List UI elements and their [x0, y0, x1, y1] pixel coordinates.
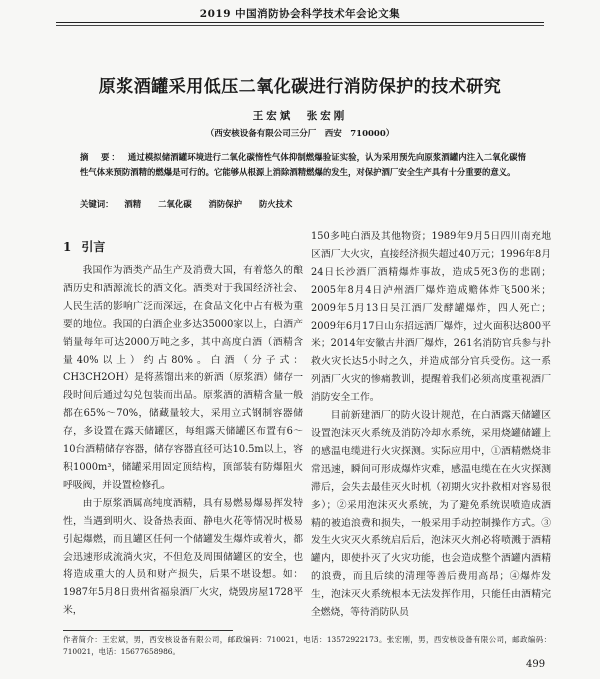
keyword: 酒精: [124, 199, 142, 209]
keyword: 二氧化碳: [158, 199, 192, 209]
section-number: 1: [63, 240, 72, 254]
abstract: [80, 150, 526, 180]
paper-authors: 王宏斌 张宏刚: [252, 110, 348, 122]
body-paragraph: 我国作为酒类产品生产及消费大国，有着悠久的酿酒历史和酒源流长的酒文化。酒类对于我国经济社会、人民生活的影响广泛而深远，在食品文化中占有极为重要的地位。我国的白酒企业多达35000家以上，白酒产销量每年可达2000万吨之多，其中高度白酒（酒精含量40%以上）约占80%。白酒（分子式：CH3CH2OH）是将蒸馏出来的新酒（原浆酒）储存一段时间后通过勾兑包装而出品。原浆酒的酒精含量一般都在65%～70%，储藏量较大，采用立式钢制容器储存，多设置在露天储罐区，每组露天储罐区布置有6～10台酒精储存容器，储存容器直径可达10.5m以上，容积1000m³，储罐采用固定顶结构，顶部装有防爆阻火呼吸阀，并设置检修孔。: [63, 265, 303, 491]
author-footnote: 作者简介：王宏斌，男，西安核设备有限公司，邮政编码：710021，电话：13572922173。张宏刚，男，西安核设备有限公司，邮政编码：710021，电话：15677658986。: [63, 635, 551, 656]
body-paragraph: 由于原浆酒属高纯度酒精，具有易燃易爆易挥发特性，当遇到明火、设备热表面、静电火花等情况时极易引起爆燃，而且罐区任何一个储罐发生爆炸或着火，都会迅速形成流淌火灾，不但危及周围储罐区的安全，也将造成重大的人员和财产损失，后果不堪设想。如：1987年5月8日贵州省福泉酒厂火灾，烧毁房屋1728平米，: [63, 497, 303, 617]
page-number: 499: [526, 659, 546, 670]
running-header: 2019 中国消防协会科学技术年会论文集: [199, 8, 401, 20]
header-rule-thin: [56, 25, 544, 26]
paper-title: 原浆酒罐采用低压二氧化碳进行消防保护的技术研究: [98, 77, 502, 97]
section-title: 引言: [81, 240, 106, 254]
body-paragraph: 150多吨白酒及其他物资；1989年9月5日四川南充地区酒厂大火灾，直接经济损失超过40万元；1996年8月24日长沙酒厂酒精爆炸事故，造成5死3伤的悲剧；2005年8月4日泸州酒厂爆炸造成赡体炸飞500米；2009年5月13日吴江酒厂发酵罐爆炸，四人死亡；2009年6月17日山东招远酒厂爆炸，过火面积达800平米；2014年安徽古井酒厂爆炸，261名消防官兵参与扑救火灾长达5小时之久，并造成部分官兵受伤。这一系列酒厂火灾的惨痛教训，提醒着我们必须高度重视酒厂消防安全工作。: [311, 231, 551, 404]
header-rule: [56, 22, 544, 23]
keywords-label: 关键词：: [80, 199, 114, 209]
abstract-label: 摘 要：: [80, 152, 122, 162]
keywords: [80, 198, 306, 210]
left-column: [63, 262, 303, 620]
paper-affiliation: （西安核设备有限公司三分厂 西安 710000）: [205, 129, 395, 139]
right-column: [311, 228, 551, 622]
section-heading: [63, 238, 105, 255]
body-paragraph: 目前新建酒厂的防火设计规范，在白酒露天储罐区设置泡沫灭火系统及消防冷却水系统，采用烧罐储罐上的感温电缆进行火灾探测。实际应用中，①酒精燃烧非常迅速，瞬间可形成爆炸灾难，感温电缆在在火灾探测滞后，会失去最佳灭火时机（初期火灾扑救相对容易很多）；②采用泡沫灭火系统，为了避免系统误喷造成酒精的被追浪费和损失，一般采用手动控制操作方式。③发生火灾灭火系统启后后，泡沫灭火剂必将喷溅于酒精罐内，即使扑灭了火灾功能，也会造成整个酒罐内酒精的浪费，而且后续的清理等善后费用高昂；④爆炸发生，泡沫灭火系统根本无法发挥作用，只能任由酒精完全燃烧，等待消防队员: [311, 410, 551, 619]
keyword: 防火技术: [258, 199, 293, 209]
footnote-rule: [63, 630, 233, 631]
abstract-text: 通过模拟储酒罐环境进行二氧化碳惰性气体抑制燃爆验证实验，认为采用预先向原浆酒罐内注入二氧化碳惰性气体来预防酒精的燃爆是可行的。它能够从根源上消除酒精燃爆的发生，对保护酒厂安全生产具有十分重要的意义。: [80, 152, 526, 177]
keyword: 消防保护: [208, 199, 243, 209]
